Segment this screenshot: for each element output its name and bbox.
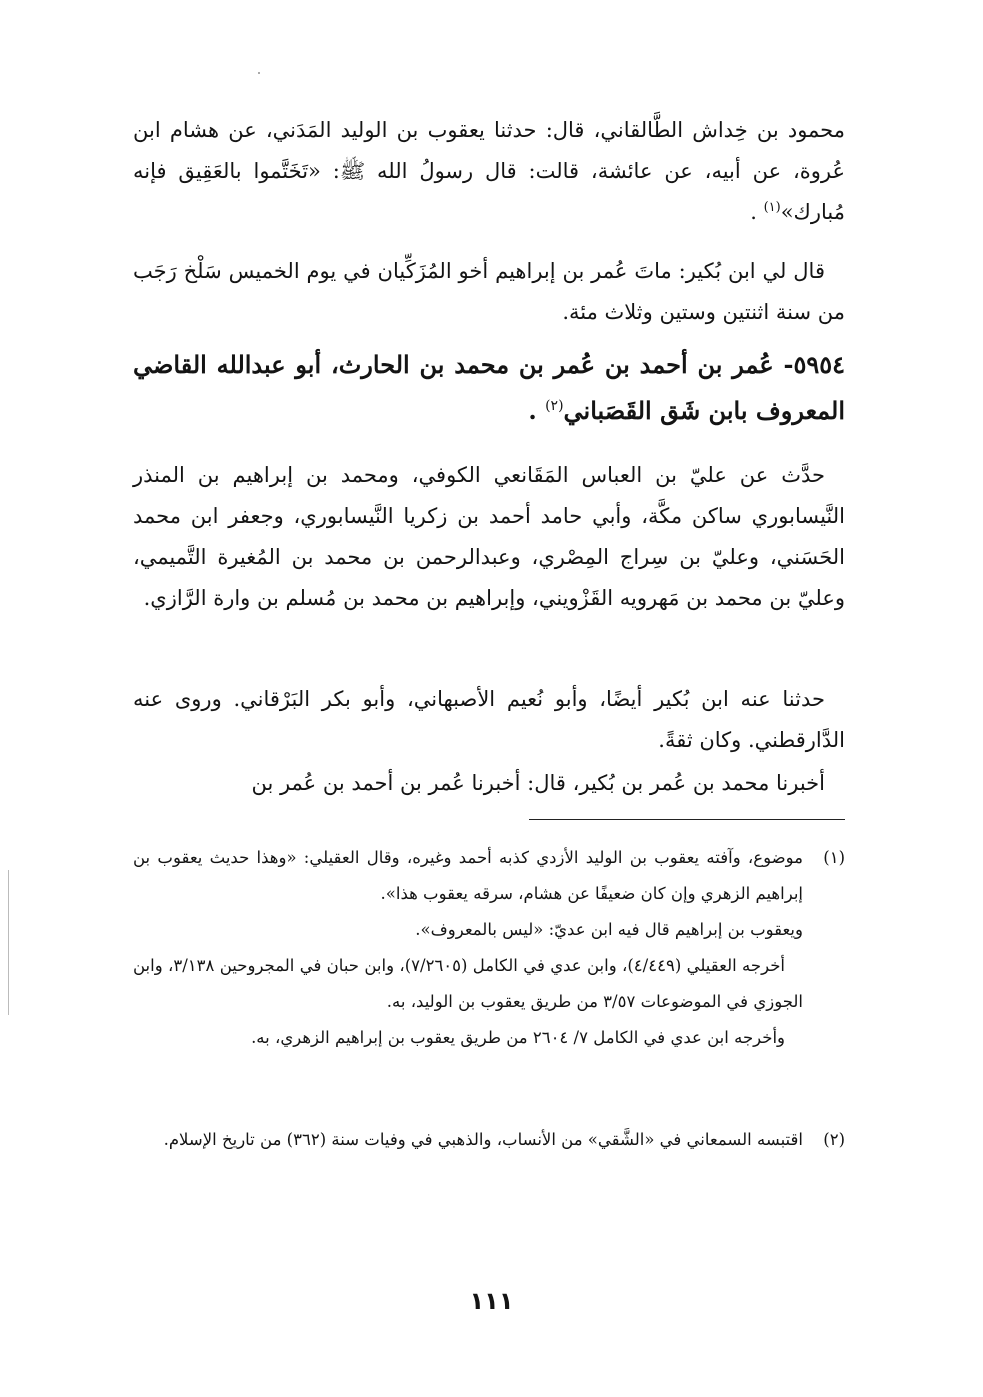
footnote-text: موضوع، وآفته يعقوب بن الوليد الأزدي كذبه أحمد وغيره، وقال العقيلي: «وهذا حديث يعقوب بن إبراهيم الزهري وإن كان ضعيفًا عن هشام، سرقه يعقوب هذا». — [133, 848, 803, 903]
footnote-separator — [529, 819, 845, 820]
page-number: ١١١ — [469, 1287, 514, 1315]
paragraph-text: حدَّث عن عليّ بن العباس المَقَانعي الكوفي، ومحمد بن إبراهيم بن المنذر النَّيسابوري ساكن مكَّة، وأبي حامد أحمد بن زكريا النَّيسابوري، وجعفر ابن محمد الحَسَني، وعليّ بن سِراج المِصْري، وعبدالرحمن بن محمد بن المُغيرة التَّميمي، وعليّ بن محمد بن مَهرويه القَزْويني، وإبراهيم بن محمد بن مُسلم بن وارة الرَّازي. — [133, 463, 845, 610]
paragraph-death-note — [133, 251, 845, 333]
paragraph-isnad — [133, 763, 845, 804]
paragraph-text: قال لي ابن بُكير: ماتَ عُمر بن إبراهيم أخو المُزَكِّيان في يوم الخميس سَلْخ رَجَب من سنة اثنتين وستين وثلاث مئة. — [133, 259, 845, 324]
footnote-line: وأخرجه ابن عدي في الكامل ٧/ ٢٦٠٤ من طريق يعقوب بن إبراهيم الزهري، به. — [251, 1028, 785, 1047]
paragraph-hadith-chain — [133, 110, 845, 233]
paragraph-teachers — [133, 455, 845, 619]
footnote-line: ويعقوب بن إبراهيم قال فيه ابن عديّ: «ليس بالمعروف». — [415, 920, 803, 939]
footnote-ref-1[interactable]: (١) — [763, 200, 781, 215]
paragraph-students — [133, 679, 845, 761]
footnote-1 — [133, 840, 845, 1056]
paragraph-end: . — [750, 200, 764, 224]
entry-title: ٥٩٥٤- عُمر بن أحمد بن عُمر بن محمد بن الحارث، أبو عبدالله القاضي المعروف بابن شَق القَصَباني — [133, 350, 845, 425]
footnote-line: أخرجه العقيلي (٤/٤٤٩)، وابن عدي في الكامل (٧/٢٦٠٥)، وابن حبان في المجروحين ٣/١٣٨، وابن الجوزي في الموضوعات ٣/٥٧ من طريق يعقوب بن الوليد، به. — [133, 956, 803, 1011]
footnote-number: (١) — [823, 848, 845, 867]
paragraph-text: محمود بن خِداش الطَّالقاني، قال: حدثنا يعقوب بن الوليد المَدَني، عن هشام ابن عُروة، عن أبيه، عن عائشة، قالت: قال رسولُ الله ﷺ: «تَخَتَّموا بالعَقِيق فإنه مُبارك» — [133, 118, 845, 224]
paragraph-text: أخبرنا محمد بن عُمر بن بُكير، قال: أخبرنا عُمر بن أحمد بن عُمر بن — [251, 771, 825, 795]
paragraph-text: حدثنا عنه ابن بُكير أيضًا، وأبو نُعيم الأصبهاني، وأبو بكر البَرْقاني. وروى عنه الدَّارقطني. وكان ثقةً. — [133, 687, 845, 752]
biography-entry-heading — [133, 342, 845, 434]
footnote-number: (٢) — [823, 1130, 845, 1149]
footnote-2 — [133, 1122, 845, 1158]
footnote-ref-2[interactable]: (٢) — [545, 398, 564, 414]
scan-margin-line — [8, 870, 9, 1015]
scan-speck — [258, 72, 260, 74]
entry-end: . — [528, 396, 546, 425]
footnote-text: اقتبسه السمعاني في «الشَّقي» من الأنساب، والذهبي في وفيات سنة (٣٦٢) من تاريخ الإسلام. — [163, 1130, 803, 1149]
